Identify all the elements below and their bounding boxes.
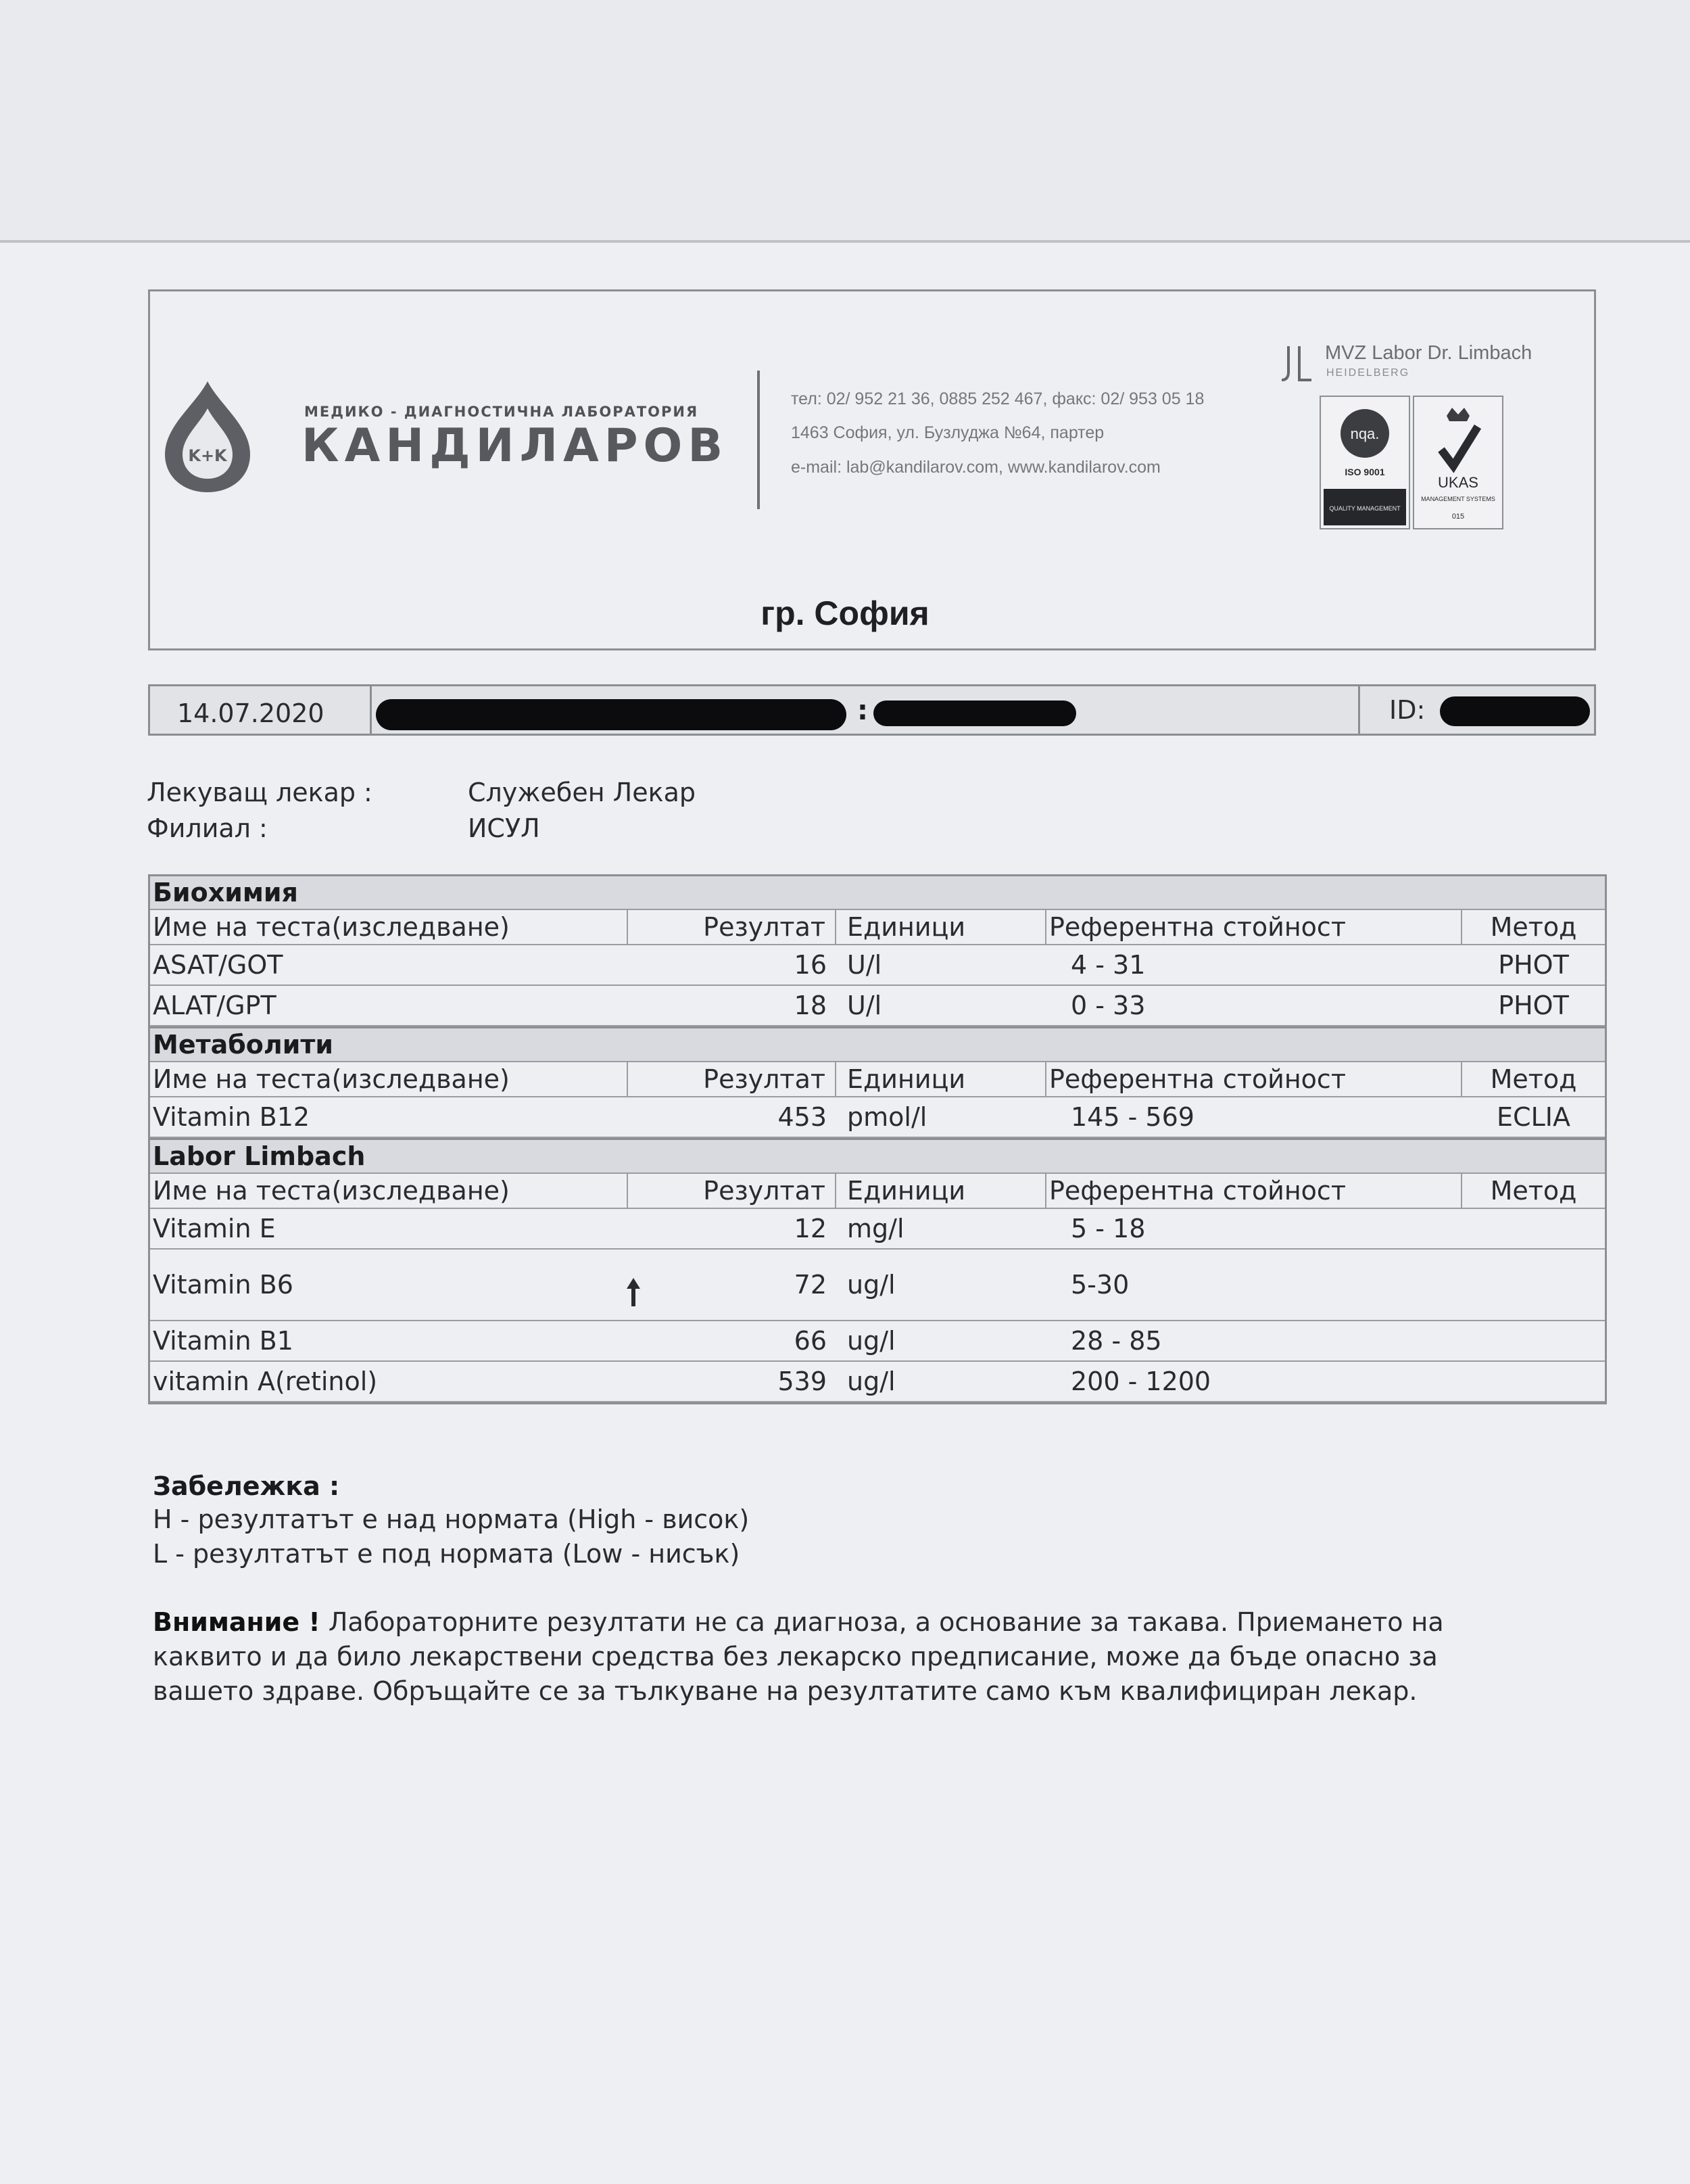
lab-logo-icon [160, 379, 256, 494]
test-method [1462, 1209, 1605, 1248]
section-title: Labor Limbach [150, 1140, 1605, 1174]
redacted-patient-id [1440, 696, 1590, 726]
test-reference: 5-30 [1071, 1270, 1130, 1300]
result-row [150, 986, 1605, 1026]
section-labor-limbach [148, 1138, 1607, 1402]
iso-certificate-badge [1320, 396, 1410, 529]
test-result: 66 [794, 1326, 827, 1356]
col-units: Единици [836, 1174, 1046, 1208]
test-method [1462, 1250, 1605, 1320]
col-units: Единици [836, 910, 1046, 944]
col-result: Резултат [628, 910, 836, 944]
table-bottom-border [148, 1402, 1607, 1404]
section-biochemistry [148, 874, 1607, 1026]
city-title: гр. София [760, 594, 930, 632]
note-low: L - резултатът е под нормата (Low - нисък) [153, 1539, 740, 1569]
test-reference: 0 - 33 [1071, 991, 1146, 1020]
test-result: 72 [794, 1270, 827, 1300]
disclaimer-label: Внимание ! [153, 1607, 320, 1637]
section-title: Биохимия [150, 876, 1605, 910]
cursor-arrow-icon [626, 1278, 641, 1306]
report-date: 14.07.2020 [177, 698, 324, 728]
test-result: 18 [794, 991, 827, 1020]
test-method: ECLIA [1497, 1102, 1570, 1132]
redacted-patient-name [376, 699, 846, 730]
test-method: PHOT [1498, 950, 1569, 980]
name-separator: : [857, 695, 868, 726]
branch-label: Филиал : [147, 813, 268, 843]
partner-name: MVZ Labor Dr. Limbach [1325, 342, 1532, 364]
note-high: H - резултатът е над нормата (High - висок) [153, 1504, 750, 1534]
patient-bar-divider [370, 686, 372, 734]
test-name: ASAT/GOT [153, 950, 283, 980]
test-name: Vitamin B12 [153, 1102, 310, 1132]
test-result: 453 [777, 1102, 827, 1132]
nqa-quality: QUALITY MANAGEMENT [1329, 505, 1401, 512]
nqa-iso: ISO 9001 [1345, 467, 1385, 477]
logo-title: КАНДИЛАРОВ [301, 419, 729, 473]
result-row [150, 1209, 1605, 1250]
col-method: Метод [1490, 1064, 1577, 1094]
test-method: PHOT [1498, 991, 1569, 1020]
logo-subtitle: МЕДИКО - ДИАГНОСТИЧНА ЛАБОРАТОРИЯ [304, 404, 699, 420]
test-name: ALAT/GPT [153, 991, 276, 1020]
test-method [1462, 1321, 1605, 1360]
result-row [150, 945, 1605, 986]
ukas-certificate-badge [1413, 396, 1503, 529]
nqa-mark: nqa. [1350, 425, 1380, 442]
col-method: Метод [1490, 912, 1577, 942]
test-name: Vitamin E [153, 1214, 276, 1243]
result-row [150, 1097, 1605, 1138]
test-units: ug/l [847, 1270, 896, 1300]
results-table [148, 874, 1607, 1404]
ukas-systems: MANAGEMENT SYSTEMS [1421, 496, 1495, 502]
col-method: Метод [1490, 1176, 1577, 1206]
test-reference: 4 - 31 [1071, 950, 1146, 980]
test-units: ug/l [847, 1326, 896, 1356]
ukas-code: 015 [1451, 513, 1465, 521]
test-name: Vitamin B1 [153, 1326, 293, 1356]
col-reference: Референтна стойност [1046, 910, 1462, 944]
result-row [150, 1250, 1605, 1321]
test-method [1462, 1362, 1605, 1401]
test-units: U/l [847, 991, 882, 1020]
patient-bar [148, 684, 1596, 736]
test-units: ug/l [847, 1367, 896, 1396]
col-test-name: Име на теста(изследване) [150, 910, 628, 944]
ukas-mark: UKAS [1438, 474, 1478, 491]
result-row [150, 1321, 1605, 1362]
id-label: ID: [1389, 695, 1426, 725]
logo-mark-text: K+K [188, 446, 227, 465]
col-result: Резултат [628, 1062, 836, 1096]
column-header-row [150, 910, 1605, 945]
section-title: Метаболити [150, 1028, 1605, 1062]
limbach-logo-icon [1279, 345, 1313, 383]
branch-value: ИСУЛ [468, 813, 540, 843]
contact-address: 1463 София, ул. Бузлуджа №64, партер [791, 423, 1105, 442]
result-row [150, 1362, 1605, 1402]
test-result: 16 [794, 950, 827, 980]
col-result: Резултат [628, 1174, 836, 1208]
partner-city: HEIDELBERG [1326, 367, 1410, 379]
redacted-patient-info [873, 701, 1076, 726]
doctor-value: Служебен Лекар [468, 778, 696, 807]
note-title: Забележка : [153, 1471, 340, 1501]
col-reference: Референтна стойност [1046, 1062, 1462, 1096]
doctor-label: Лекуващ лекар : [147, 778, 372, 807]
col-units: Единици [836, 1062, 1046, 1096]
col-test-name: Име на теста(изследване) [150, 1062, 628, 1096]
col-reference: Референтна стойност [1046, 1174, 1462, 1208]
test-units: mg/l [847, 1214, 904, 1243]
test-name: Vitamin B6 [153, 1270, 293, 1300]
test-units: U/l [847, 950, 882, 980]
section-metabolites [148, 1026, 1607, 1138]
test-result: 539 [777, 1367, 827, 1396]
contact-email: e-mail: lab@kandilarov.com, www.kandilarov.com [791, 458, 1161, 477]
contact-phone: тел: 02/ 952 21 36, 0885 252 467, факс: 02/ 953 05 18 [791, 389, 1205, 408]
test-reference: 28 - 85 [1071, 1326, 1162, 1356]
patient-bar-divider [1358, 686, 1360, 734]
test-result: 12 [794, 1214, 827, 1243]
test-name: vitamin A(retinol) [153, 1367, 378, 1396]
test-reference: 145 - 569 [1071, 1102, 1194, 1132]
column-header-row [150, 1174, 1605, 1209]
header-divider [757, 371, 760, 509]
test-reference: 200 - 1200 [1071, 1367, 1211, 1396]
disclaimer [153, 1605, 1532, 1709]
test-reference: 5 - 18 [1071, 1214, 1146, 1243]
disclaimer-text: Лабораторните резултати не са диагноза, а основание за такава. Приемането на каквито и да било лекарствени средства без лекарско предписание, може да бъде опасно за вашето здраве. Обръщайте се за тълкуване на резултатите само към квалифициран лекар. [153, 1607, 1444, 1706]
column-header-row [150, 1062, 1605, 1097]
test-units: pmol/l [847, 1102, 927, 1132]
col-test-name: Име на теста(изследване) [150, 1174, 628, 1208]
